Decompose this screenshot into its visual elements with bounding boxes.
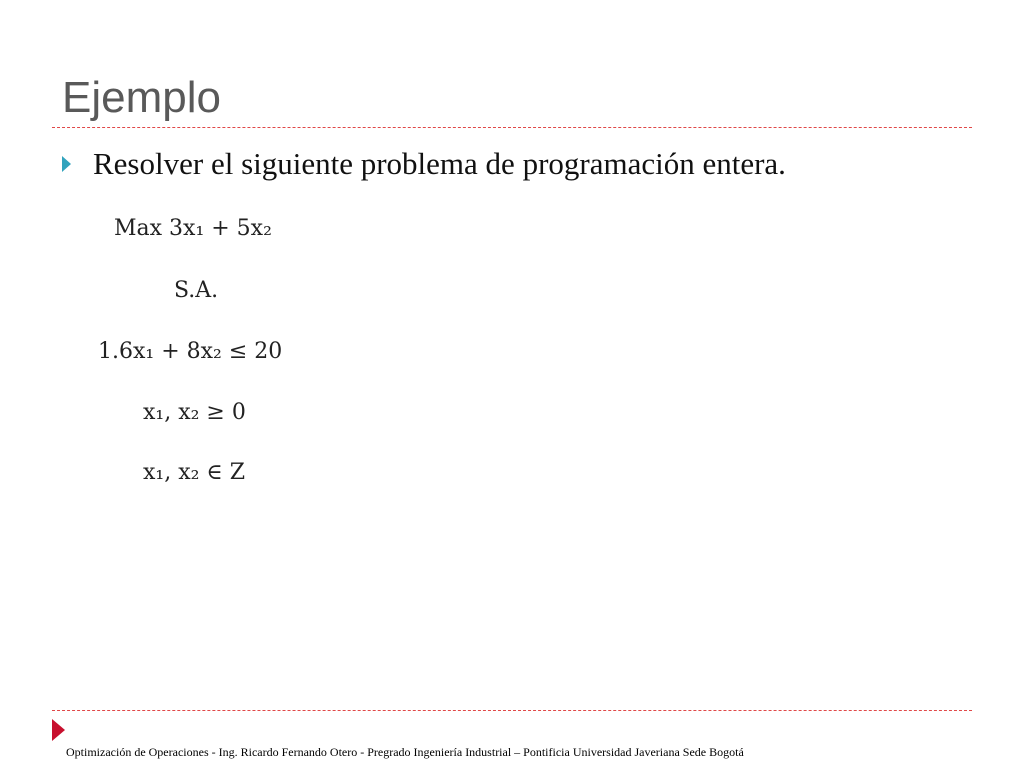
constraint-nonnegativity: x₁, x₂ ≥ 0	[143, 400, 246, 425]
title-divider	[52, 127, 972, 128]
constraint-1: 1.6x₁ + 8x₂ ≤ 20	[98, 339, 283, 364]
red-arrow-icon	[52, 719, 65, 741]
footer-text: Optimización de Operaciones - Ing. Ricardo Fernando Otero - Pregrado Ingeniería Industrial – Pontificia Universidad Javeriana Sede Bogotá	[66, 745, 744, 759]
constraint-integer: x₁, x₂ ∈ Z	[143, 460, 245, 485]
footer-divider	[52, 710, 972, 711]
objective-function: Max 3x₁ + 5x₂	[114, 216, 272, 241]
bullet-text: Resolver el siguiente problema de programación entera.	[93, 146, 786, 181]
triangle-right-icon	[62, 156, 71, 172]
slide-title: Ejemplo	[62, 73, 221, 122]
subject-to-label: S.A.	[174, 278, 219, 303]
bullet-item	[62, 146, 786, 182]
